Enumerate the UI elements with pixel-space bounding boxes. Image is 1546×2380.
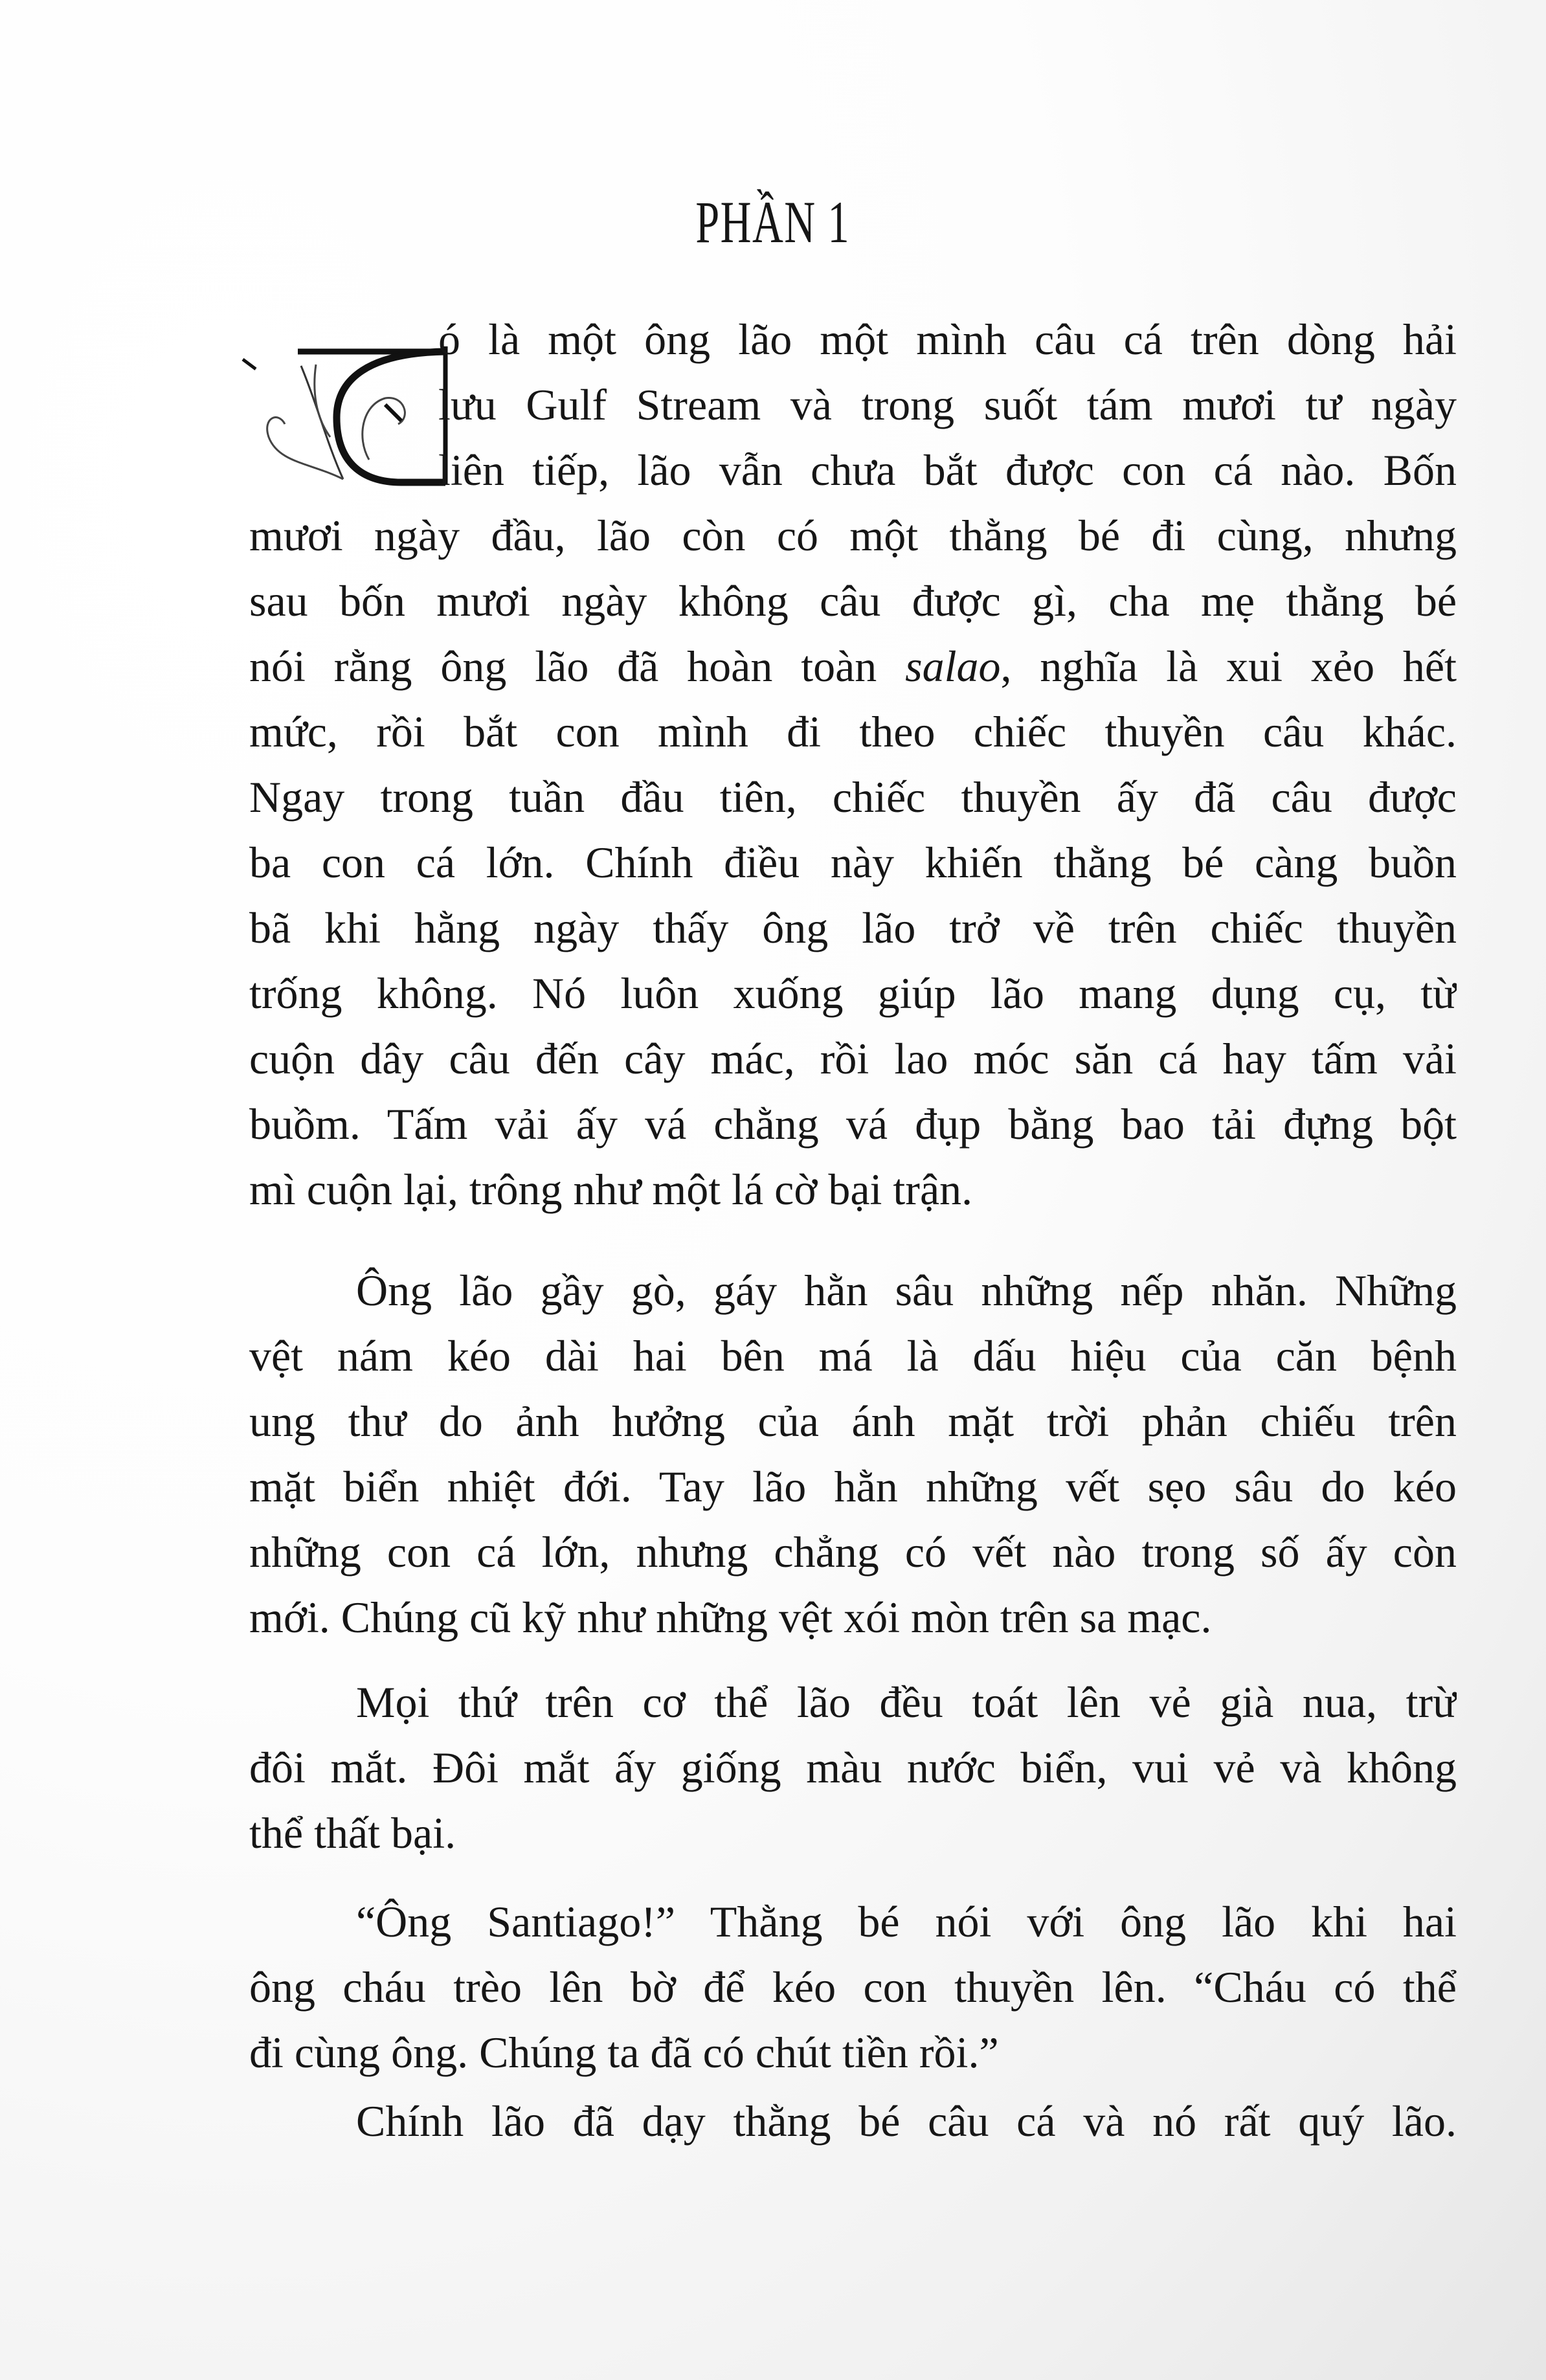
text-line bbox=[249, 634, 1457, 699]
text-line: ung thư do ảnh hưởng của ánh mặt trời phản chiếu trên bbox=[249, 1397, 1457, 1446]
text-line: bã khi hằng ngày thấy ông lão trở về trên chiếc thuyền bbox=[249, 903, 1457, 952]
text-line: cuộn dây câu đến cây mác, rồi lao móc săn cá hay tấm vải bbox=[249, 1034, 1457, 1083]
text-line: mặt biển nhiệt đới. Tay lão hằn những vết sẹo sâu do kéo bbox=[249, 1462, 1457, 1511]
text-line: vệt nám kéo dài hai bên má là dấu hiệu của căn bệnh bbox=[249, 1331, 1457, 1380]
text-line: trống không. Nó luôn xuống giúp lão mang dụng cụ, từ bbox=[249, 969, 1457, 1018]
text-line: thể thất bại. bbox=[249, 1808, 456, 1858]
text-line: những con cá lớn, nhưng chẳng có vết nào trong số ấy còn bbox=[249, 1527, 1457, 1577]
text-segment: , nghĩa là xui xẻo hết bbox=[1000, 642, 1457, 691]
paragraph-2 bbox=[249, 1258, 1457, 1650]
text-line: ông cháu trèo lên bờ để kéo con thuyền lên. “Cháu có thể bbox=[249, 1962, 1457, 2012]
text-line: mới. Chúng cũ kỹ như những vệt xói mòn trên sa mạc. bbox=[249, 1593, 1212, 1642]
paragraph-4 bbox=[249, 1889, 1457, 2085]
paragraph-5 bbox=[249, 2089, 1457, 2154]
chapter-title bbox=[0, 188, 1546, 256]
text-line: sau bốn mươi ngày không câu được gì, cha mẹ thằng bé bbox=[249, 576, 1457, 625]
text-line: đi cùng ông. Chúng ta đã có chút tiền rồi.” bbox=[249, 2028, 999, 2077]
text-line: Ngay trong tuần đầu tiên, chiếc thuyền ấy đã câu được bbox=[249, 772, 1457, 822]
text-line: mức, rồi bắt con mình đi theo chiếc thuyền câu khác. bbox=[249, 707, 1457, 756]
text-line: liên tiếp, lão vẫn chưa bắt được con cá nào. Bốn bbox=[438, 445, 1457, 495]
text-segment: nói rằng ông lão đã hoàn toàn bbox=[249, 642, 906, 691]
text-line: Mọi thứ trên cơ thể lão đều toát lên vẻ già nua, trừ bbox=[356, 1678, 1457, 1727]
paragraph-3 bbox=[249, 1670, 1457, 1866]
text-line: ó là một ông lão một mình câu cá trên dòng hải bbox=[438, 315, 1457, 364]
text-line: ba con cá lớn. Chính điều này khiến thằng bé càng buồn bbox=[249, 838, 1457, 887]
text-line: lưu Gulf Stream và trong suốt tám mươi tư ngày bbox=[438, 380, 1457, 429]
text-line: Ông lão gầy gò, gáy hằn sâu những nếp nhăn. Những bbox=[356, 1266, 1457, 1315]
text-line: mì cuộn lại, trông như một lá cờ bại trận. bbox=[249, 1165, 973, 1214]
text-line: buồm. Tấm vải ấy vá chằng vá đụp bằng bao tải đựng bột bbox=[249, 1099, 1457, 1149]
chapter-title-text: PHẦN 1 bbox=[695, 189, 851, 255]
italic-term: salao bbox=[905, 642, 1001, 691]
paragraph-1 bbox=[249, 307, 1457, 1222]
text-line: Chính lão đã dạy thằng bé câu cá và nó rất quý lão. bbox=[356, 2096, 1457, 2146]
text-line: “Ông Santiago!” Thằng bé nói với ông lão khi hai bbox=[356, 1897, 1457, 1946]
text-line: mươi ngày đầu, lão còn có một thằng bé đi cùng, nhưng bbox=[249, 511, 1457, 560]
text-line: đôi mắt. Đôi mắt ấy giống màu nước biển, vui vẻ và không bbox=[249, 1743, 1457, 1792]
